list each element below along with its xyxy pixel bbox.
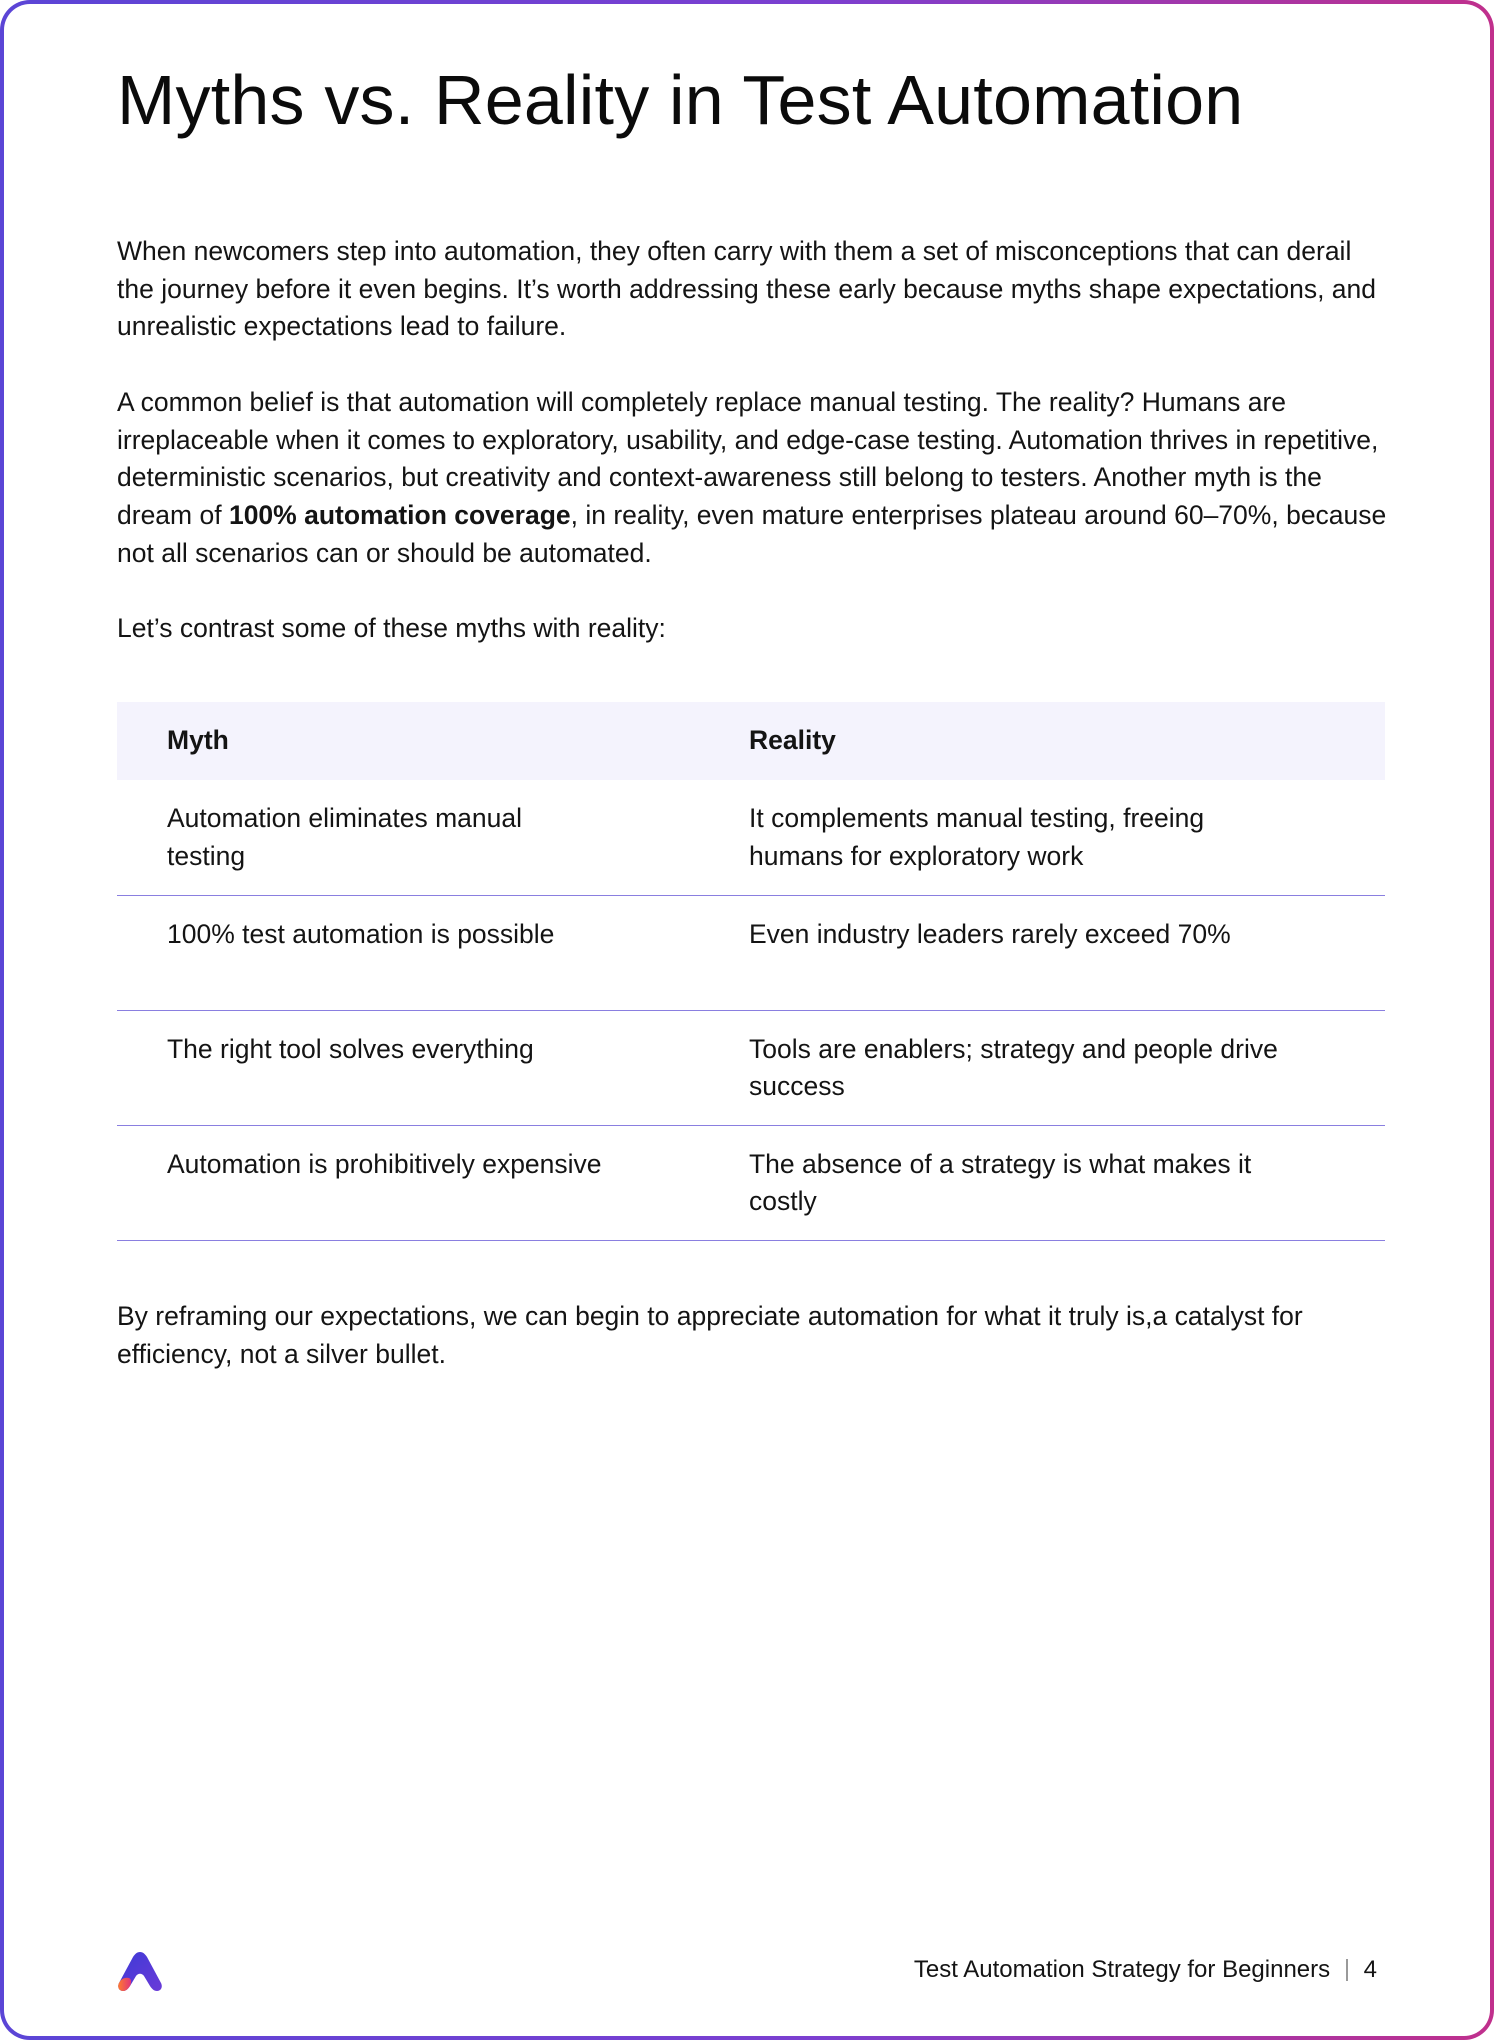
- reality-cell: [699, 1010, 1385, 1125]
- myth-text: The right tool solves everything: [167, 1033, 534, 1064]
- myths-paragraph-text-a: A common belief is that automation will completely replace manual testing. The reality? Humans are irreplaceable when it comes to exploratory, usability, and edge-case testing. Automation thrives in repetitive, deterministic scenarios, but creativity and context-awareness still belong to testers. Another myth is the dream of: [117, 387, 1379, 531]
- myths-reality-table: [117, 702, 1385, 1241]
- page-title: Myths vs. Reality in Test Automation: [117, 61, 1244, 139]
- table-header-row: [117, 702, 1385, 780]
- myth-cell: [117, 895, 699, 1010]
- footer-document-title: Test Automation Strategy for Beginners: [913, 1956, 1331, 1983]
- reality-text: Tools are enablers; strategy and people drive success: [749, 1033, 1278, 1102]
- column-header-reality: Reality: [699, 702, 1385, 780]
- table-row: [117, 1125, 1385, 1240]
- reality-text: Even industry leaders rarely exceed 70%: [749, 918, 1231, 949]
- myth-cell: [117, 1125, 699, 1240]
- reality-cell: [699, 895, 1385, 1010]
- myth-text: Automation is prohibitively expensive: [167, 1148, 602, 1179]
- table-row: [117, 780, 1385, 895]
- myths-paragraph-text-b: , in reality, even mature enterprises plateau around 60–70%, because not all scenarios can or should be automated.: [117, 500, 1387, 568]
- table-row: [117, 895, 1385, 1010]
- myth-text: Automation eliminates manual testing: [167, 803, 522, 871]
- reality-text: The absence of a strategy is what makes it costly: [749, 1148, 1252, 1217]
- intro-paragraph: When newcomers step into automation, they often carry with them a set of misconceptions that can derail the journey before it even begins. It’s worth addressing these early because myths shape expectations, and unrealistic expectations lead to failure.: [117, 236, 1377, 342]
- contrast-lead-in: Let’s contrast some of these myths with reality:: [117, 613, 666, 643]
- page-number: 4: [1363, 1956, 1377, 1983]
- closing-paragraph: By reframing our expectations, we can begin to appreciate automation for what it truly is,a catalyst for efficiency, not a silver bullet.: [117, 1301, 1303, 1369]
- table-row: [117, 1010, 1385, 1125]
- myths-paragraph: [117, 384, 1392, 573]
- reality-cell: [699, 1125, 1385, 1240]
- column-header-myth: Myth: [117, 702, 699, 780]
- reality-text: It complements manual testing, freeing humans for exploratory work: [749, 803, 1205, 871]
- myth-cell: [117, 1010, 699, 1125]
- myth-text: 100% test automation is possible: [167, 918, 555, 949]
- brand-a-logo-icon: [117, 1950, 163, 1994]
- footer-divider: [1346, 1959, 1348, 1981]
- myth-cell: [117, 780, 699, 895]
- page-footer: [914, 1956, 1377, 1984]
- reality-cell: [699, 780, 1385, 895]
- myths-paragraph-emphasis: 100% automation coverage: [228, 500, 571, 531]
